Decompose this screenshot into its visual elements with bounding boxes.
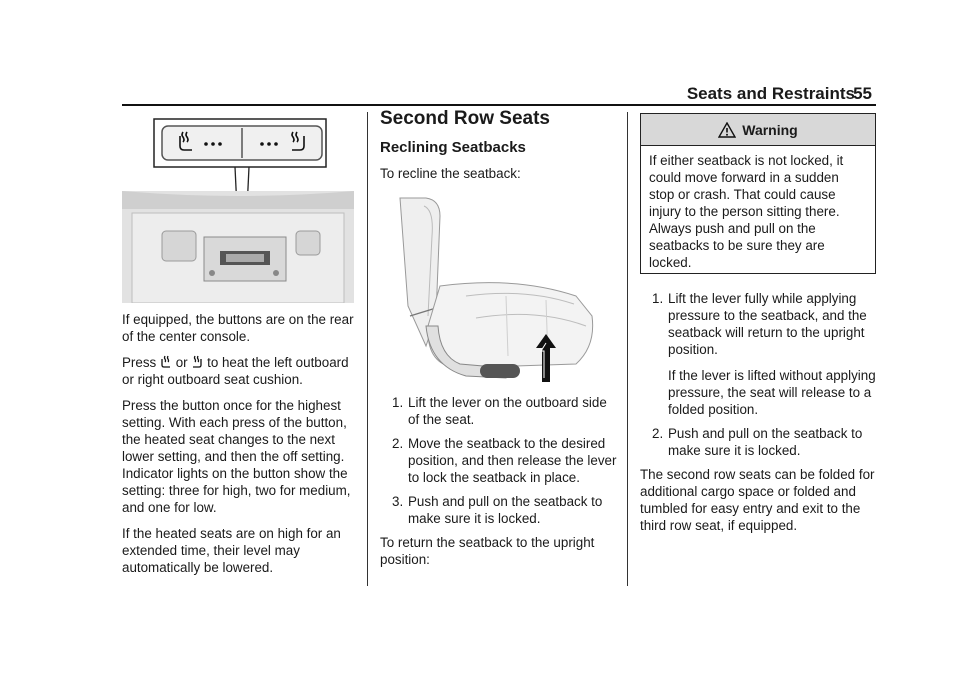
page-header-title: Seats and Restraints xyxy=(686,84,855,103)
column-divider-left xyxy=(367,112,368,586)
console-heated-seat-illustration xyxy=(122,113,354,303)
upright-steps xyxy=(640,290,876,534)
step-note: If the lever is lifted without applying pressure, the seat will release to a folded position. xyxy=(668,368,876,417)
list-item: 2. Move the seatback to the desired position, and then release the lever to lock the seatback in place. xyxy=(392,436,617,485)
fold-tumble-paragraph: The second row seats can be folded for additional cargo space or folded and tumbled for easy entry and exit to the third row seat, if equipped. xyxy=(640,467,875,533)
recline-intro: To recline the seatback: xyxy=(380,166,521,181)
warning-header xyxy=(641,114,875,146)
return-upright-paragraph: To return the seatback to the upright position: xyxy=(380,535,595,567)
page-number: 55 xyxy=(853,84,872,103)
seat-lever xyxy=(480,364,520,378)
list-item: 1. Lift the lever on the outboard side of the seat. xyxy=(392,395,607,427)
console-buttons-paragraph: If equipped, the buttons are on the rear of the center console. xyxy=(122,312,354,344)
list-item: 3. Push and pull on the seatback to make sure it is locked. xyxy=(392,494,603,526)
subsection-title: Reclining Seatbacks xyxy=(380,139,526,156)
seat-recline-illustration xyxy=(396,196,606,384)
header-rule xyxy=(122,104,876,106)
recline-steps xyxy=(380,394,620,568)
warning-box xyxy=(640,113,876,274)
list-item: 1. Lift the lever fully while applying pressure to the seatback, and the seatback will return to the upright position. If the lever is lifted without applying pressure, the seat will release to a folded position. xyxy=(652,291,876,417)
warning-text: If either seatback is not locked, it could move forward in a sudden stop or crash. That could cause injury to the person sitting there. Always push and pull on the seatbacks to be sure they are locked. xyxy=(649,153,844,270)
heated-seat-right-icon xyxy=(191,355,203,369)
press-instruction: Press or to heat the left outboard or right outboard seat cushion. xyxy=(122,355,349,387)
button-settings-paragraph: Press the button once for the highest setting. With each press of the button, the heated seat changes to the next lower setting, and then the off setting. Indicator lights on the button show the setting: three for high, two for medium, and one for low. xyxy=(122,398,351,515)
heated-seat-left-icon xyxy=(160,355,172,369)
list-item: 2. Push and pull on the seatback to make sure it is locked. xyxy=(652,426,863,458)
section-title: Second Row Seats xyxy=(380,108,550,129)
auto-lower-paragraph: If the heated seats are on high for an extended time, their level may automatically be lowered. xyxy=(122,526,341,575)
left-column-text xyxy=(122,311,358,585)
column-divider-right xyxy=(627,112,628,586)
warning-triangle-icon xyxy=(718,122,736,138)
warning-title: Warning xyxy=(742,121,798,138)
